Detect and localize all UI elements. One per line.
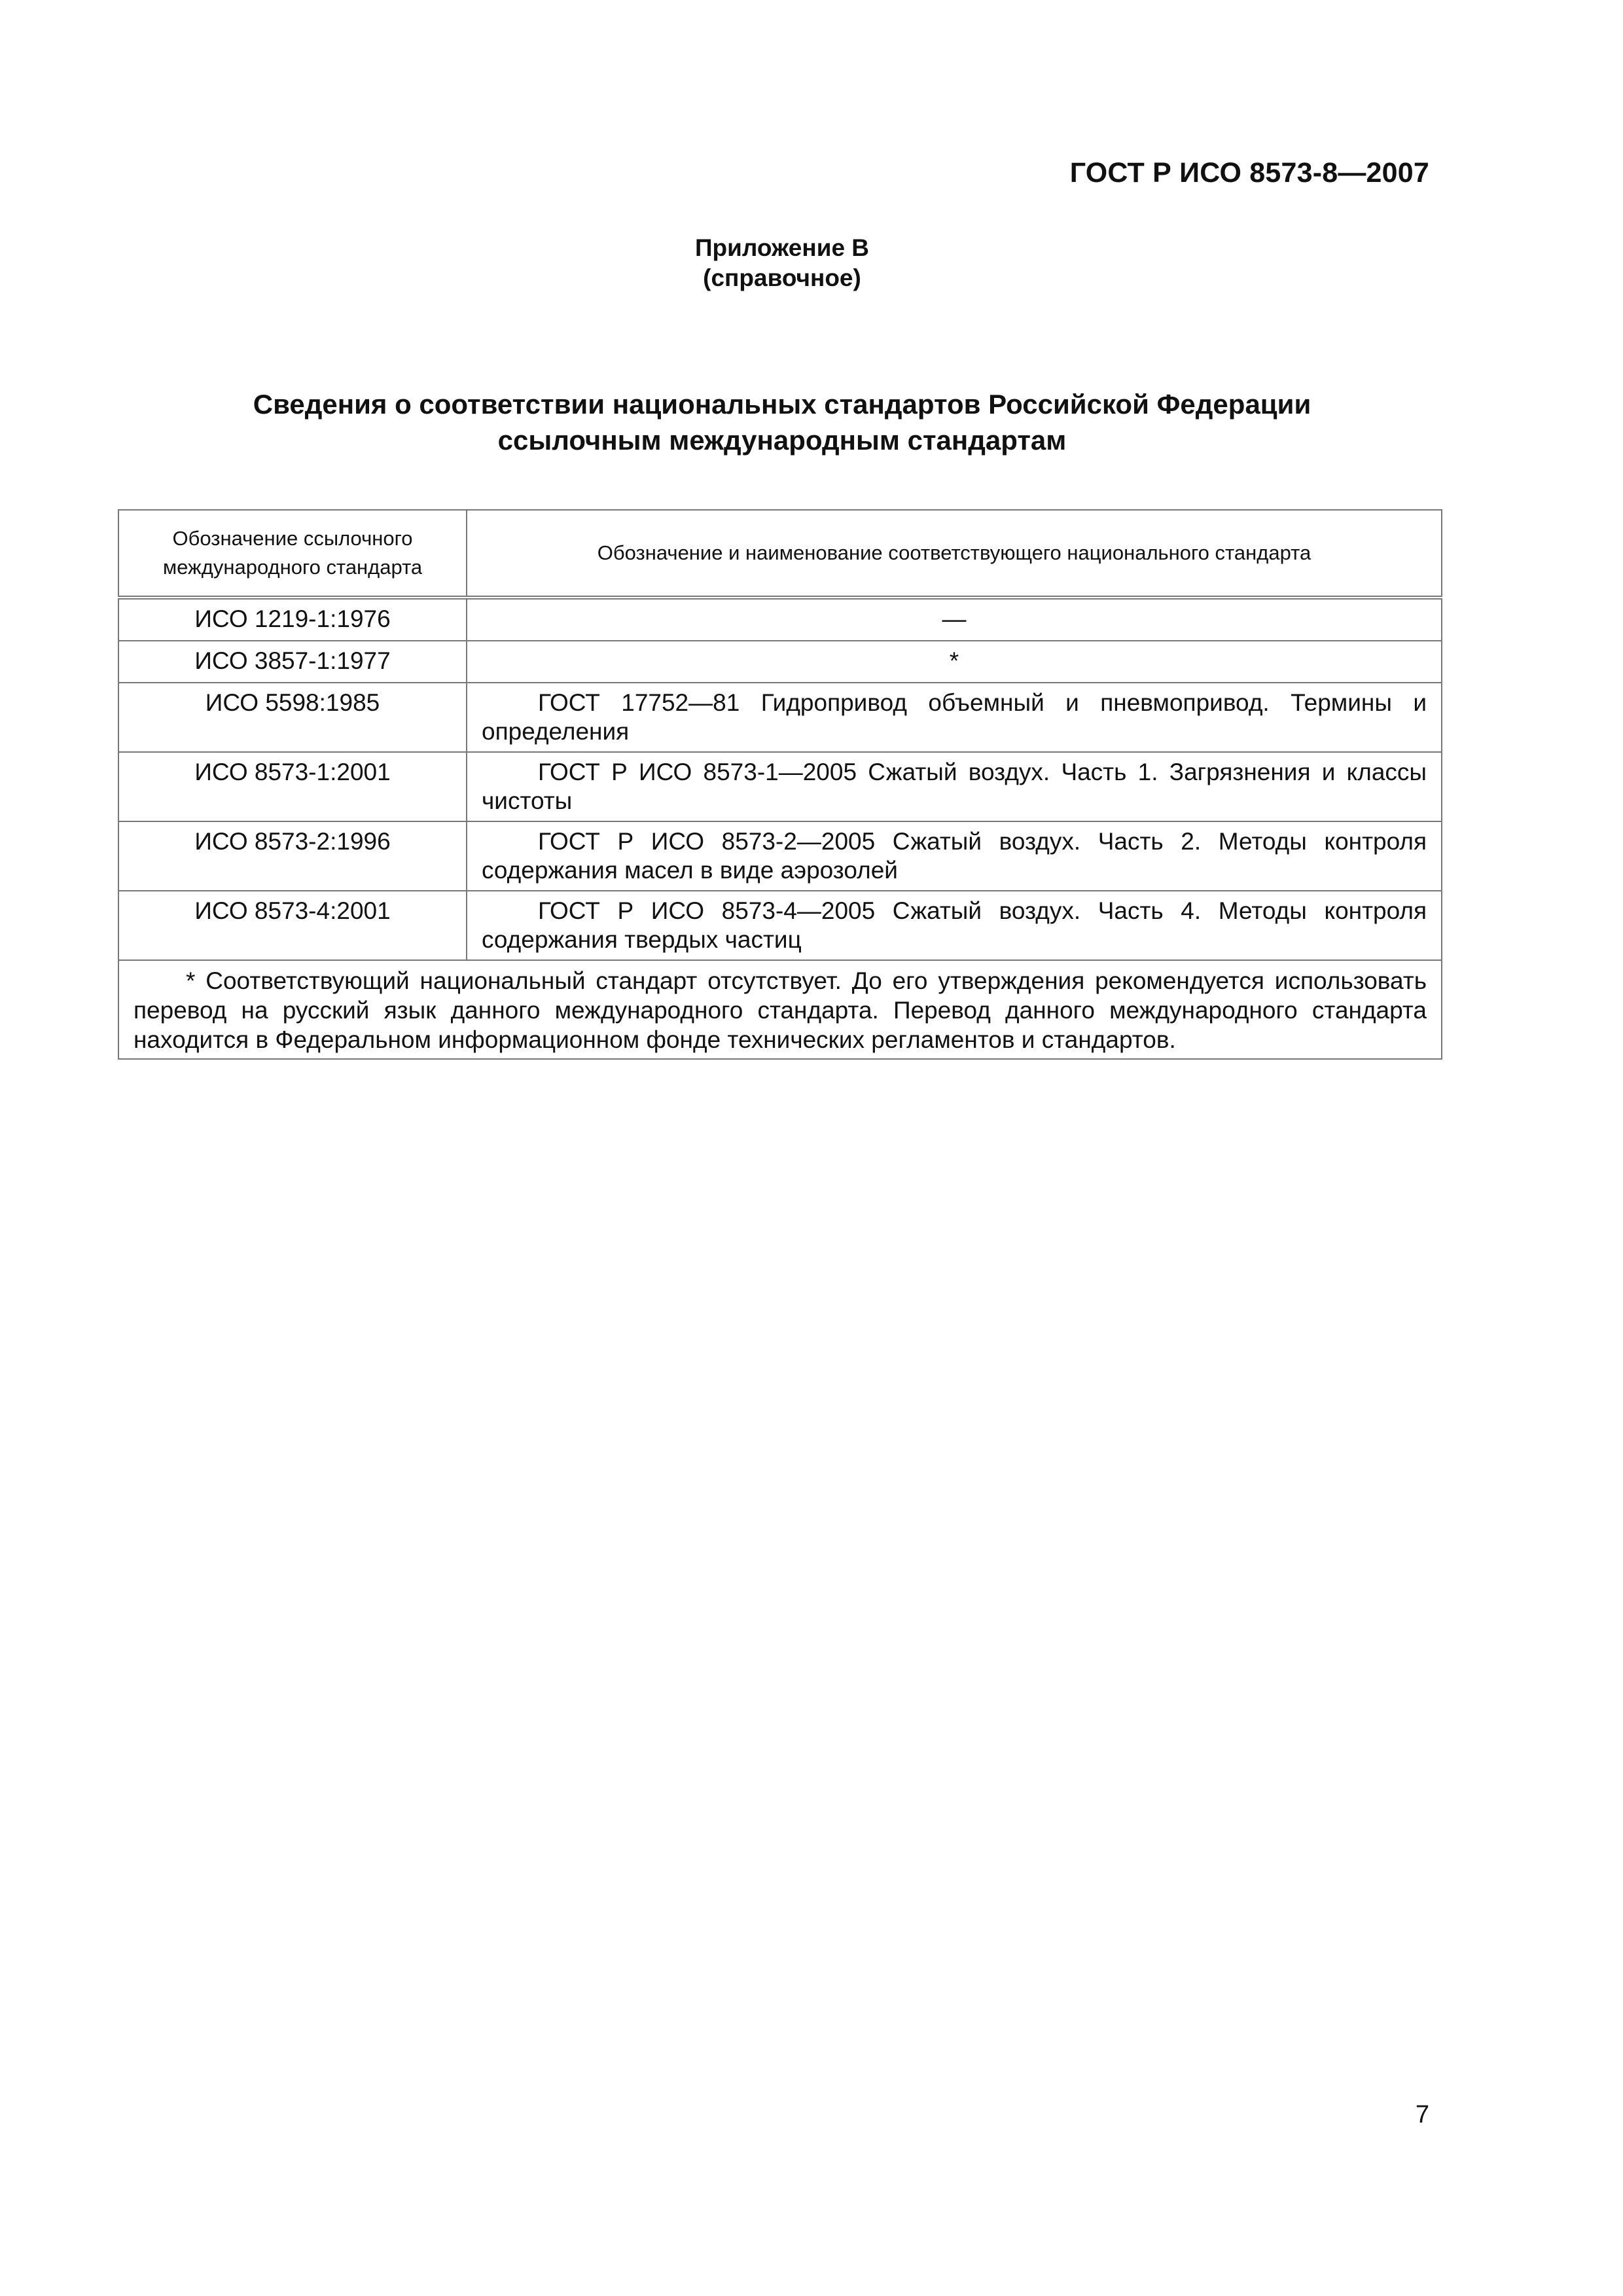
table-row: [118, 598, 1442, 641]
header-national-standard: Обозначение и наименование соответствующего национального стандарта: [467, 510, 1442, 598]
international-code-cell: ИСО 8573-1:2001: [118, 752, 467, 821]
section-title: [0, 386, 1564, 458]
table-row: [118, 683, 1442, 752]
table-footnote-text: * Соответствующий национальный стандарт отсутствует. До его утверждения рекомендуется использовать перевод на русский язык данного международного стандарта. Перевод данного международного стандарта находится в Федеральном информационном фонде технических регламентов и стандартов.: [134, 967, 1427, 1053]
appendix-heading: [0, 233, 1564, 293]
table-row: [118, 821, 1442, 891]
section-title-line-2: ссылочным международным стандартам: [497, 425, 1067, 456]
table-row: [118, 641, 1442, 683]
section-title-line-1: Сведения о соответствии национальных стандартов Российской Федерации: [253, 389, 1311, 420]
page-number: 7: [1415, 2101, 1429, 2128]
national-standard-text: ГОСТ Р ИСО 8573-4—2005 Сжатый воздух. Часть 4. Методы контроля содержания твердых частиц: [482, 897, 1427, 953]
international-code-cell: ИСО 3857-1:1977: [118, 641, 467, 683]
national-standard-cell: [467, 821, 1442, 891]
table-row: [118, 752, 1442, 821]
national-standard-cell: [467, 752, 1442, 821]
national-standard-text: ГОСТ Р ИСО 8573-2—2005 Сжатый воздух. Часть 2. Методы контроля содержания масел в виде аэрозолей: [482, 828, 1427, 884]
national-standard-cell: *: [467, 641, 1442, 683]
international-code-cell: ИСО 5598:1985: [118, 683, 467, 752]
appendix-kind: (справочное): [703, 264, 861, 291]
international-code-cell: ИСО 8573-2:1996: [118, 821, 467, 891]
international-code-cell: ИСО 8573-4:2001: [118, 891, 467, 960]
header-international-standard: Обозначение ссылочного международного стандарта: [118, 510, 467, 598]
document-code: ГОСТ Р ИСО 8573-8—2007: [1069, 157, 1429, 188]
national-standard-text: ГОСТ Р ИСО 8573-1—2005 Сжатый воздух. Часть 1. Загрязнения и классы чистоты: [482, 759, 1427, 814]
national-standard-cell: —: [467, 598, 1442, 641]
table-footnote: [118, 960, 1442, 1059]
table-header-row: [118, 510, 1442, 598]
national-standard-text: ГОСТ 17752—81 Гидропривод объемный и пневмопривод. Термины и определения: [482, 689, 1427, 745]
standards-correspondence-table: [118, 509, 1442, 1060]
national-standard-cell: [467, 891, 1442, 960]
table-footnote-row: [118, 960, 1442, 1059]
appendix-title: Приложение В: [694, 234, 870, 261]
table-row: [118, 891, 1442, 960]
international-code-cell: ИСО 1219-1:1976: [118, 598, 467, 641]
national-standard-cell: [467, 683, 1442, 752]
